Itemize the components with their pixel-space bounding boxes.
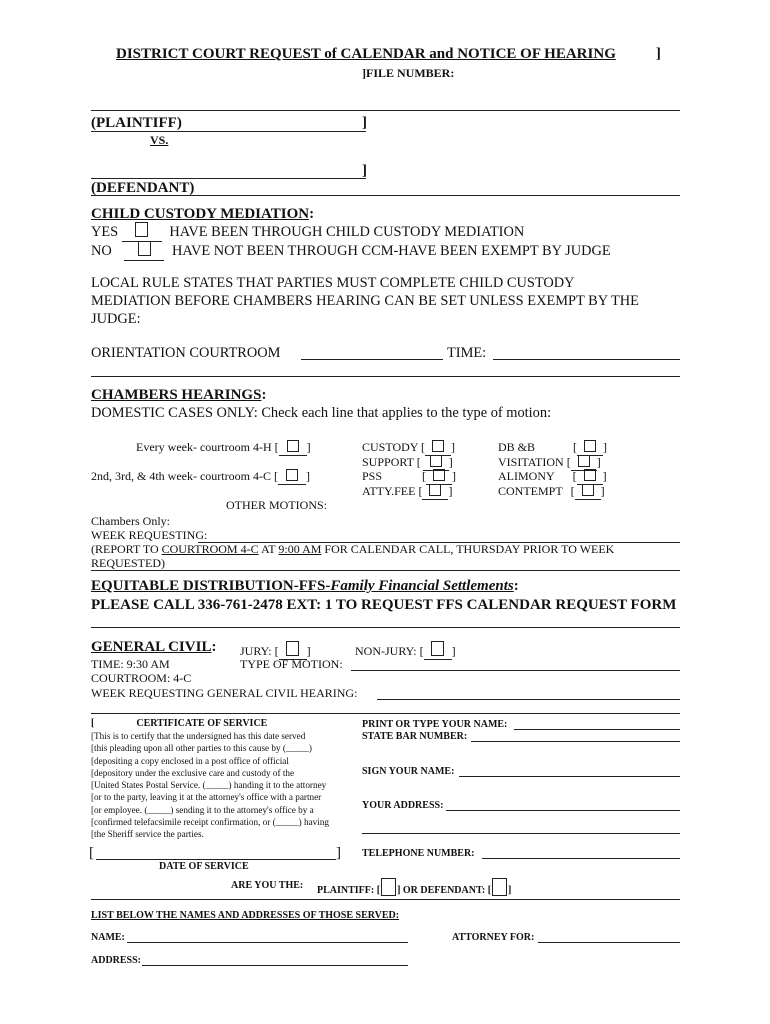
pss-motion-checkbox[interactable]	[433, 469, 445, 481]
time-label: TIME:	[447, 345, 487, 361]
contempt-motion-blank[interactable]	[575, 484, 601, 500]
rule-line-3: JUDGE:	[91, 311, 141, 327]
address-label: YOUR ADDRESS:	[362, 800, 444, 811]
certificate-line: [depositing a copy enclosed in a post office of official	[91, 755, 289, 766]
equitable-heading-text: EQUITABLE DISTRIBUTION-FFS-	[91, 578, 331, 594]
dbb-motion	[498, 440, 607, 456]
bracket: ]	[600, 484, 605, 498]
atty-fee-motion-blank[interactable]	[422, 484, 448, 500]
bracket: ]	[306, 644, 311, 658]
colon: :	[211, 639, 217, 655]
certificate-heading-row	[91, 718, 267, 729]
no-blank[interactable]	[124, 241, 164, 261]
certificate-line: [depository under the exclusive care and custody of the	[91, 767, 295, 778]
bracket: ]	[596, 455, 601, 469]
report-note	[91, 542, 614, 557]
defendant-line[interactable]	[91, 195, 680, 196]
form-title-text: DISTRICT COURT REQUEST of CALENDAR and NOTICE OF HEARING	[116, 46, 616, 62]
defendant-label: (DEFENDANT)	[91, 180, 195, 196]
plaintiff-line[interactable]	[91, 131, 366, 132]
custody-motion-blank[interactable]	[425, 440, 451, 456]
plaintiff-label: (PLAINTIFF)	[91, 115, 182, 131]
yes-checkbox[interactable]	[135, 222, 148, 237]
report-note-post: FOR CALENDAR CALL, THURSDAY PRIOR TO WEEK	[321, 542, 615, 556]
week-234-checkbox[interactable]	[286, 469, 298, 481]
print-name-label: PRINT OR TYPE YOUR NAME:	[362, 719, 508, 730]
support-motion-label: SUPPORT [	[362, 455, 421, 469]
attorney-for-field[interactable]	[538, 942, 680, 943]
served-heading: LIST BELOW THE NAMES AND ADDRESSES OF THOSE SERVED:	[91, 910, 400, 921]
general-civil-heading-text: GENERAL CIVIL	[91, 639, 212, 655]
certificate-line: [This is to certify that the undersigned has this date served	[91, 731, 306, 741]
requested-note: REQUESTED)	[91, 556, 165, 570]
type-of-motion-field[interactable]	[351, 670, 680, 671]
print-name-field[interactable]	[514, 729, 680, 730]
sign-name-label: SIGN YOUR NAME:	[362, 766, 455, 777]
divider	[91, 376, 680, 377]
report-courtroom: COURTROOM 4-C	[161, 542, 259, 556]
custody-heading-text: CHILD CUSTODY MEDIATION	[91, 206, 310, 222]
bracket: ]	[602, 469, 607, 483]
support-motion-checkbox[interactable]	[430, 455, 442, 467]
certificate-body	[91, 730, 329, 841]
are-you-label: ARE YOU THE:	[231, 880, 304, 891]
dbb-motion-blank[interactable]	[577, 440, 603, 456]
alimony-motion-blank[interactable]	[577, 469, 603, 485]
orientation-field[interactable]	[301, 359, 443, 360]
served-address-field[interactable]	[142, 965, 408, 966]
bracket: [	[91, 718, 95, 729]
bracket: ]	[452, 469, 457, 483]
week-234-label: 2nd, 3rd, & 4th week- courtroom 4-C [	[91, 469, 278, 483]
pss-motion-label: PSS	[362, 469, 383, 483]
yes-text: HAVE BEEN THROUGH CHILD CUSTODY MEDIATION	[169, 224, 525, 240]
certificate-line: [or to the party, leaving it at the attorney's office with a partner	[91, 792, 322, 803]
atty-fee-motion-label: ATTY.FEE [	[362, 484, 423, 498]
address-field-2[interactable]	[362, 833, 680, 834]
visitation-motion-label: VISITATION [	[498, 455, 571, 469]
bracket: ]	[362, 115, 367, 131]
alimony-motion-label: ALIMONY	[498, 469, 555, 483]
defendant-option-label: ] OR DEFENDANT: [	[397, 885, 492, 896]
other-motions-label: OTHER MOTIONS:	[226, 498, 327, 512]
certificate-line: [or employee. (_____) sending it to the attorney's office by a	[91, 804, 314, 815]
bracket: ]	[448, 455, 453, 469]
equitable-heading	[91, 578, 519, 595]
civil-courtroom: COURTROOM: 4-C	[91, 671, 192, 685]
custody-motion	[362, 440, 455, 456]
yes-blank[interactable]	[122, 222, 162, 242]
non-jury-option	[355, 641, 456, 660]
custody-motion-checkbox[interactable]	[432, 440, 444, 452]
report-note-pre: (REPORT TO	[91, 542, 162, 556]
custody-heading	[91, 206, 314, 223]
every-week-label: Every week- courtroom 4-H [	[136, 440, 279, 454]
equitable-heading-italic: Family Financial Settlements	[330, 578, 514, 594]
certificate-line: [confirmed telefacsimile receipt confirmation, or (_____) having	[91, 817, 330, 828]
bracket: ]	[306, 440, 311, 454]
alimony-motion-checkbox[interactable]	[584, 469, 596, 481]
contempt-motion-checkbox[interactable]	[582, 484, 594, 496]
certificate-line: [the Sheriff service the parties.	[91, 829, 204, 840]
party-role-row	[317, 878, 511, 896]
dbb-motion-checkbox[interactable]	[584, 440, 596, 452]
report-at: AT	[258, 542, 279, 556]
report-time: 9:00 AM	[278, 542, 322, 556]
non-jury-blank[interactable]	[424, 641, 452, 660]
custody-yes-row	[91, 222, 524, 242]
chambers-heading	[91, 387, 266, 404]
divider	[91, 570, 680, 571]
week-requesting-label: WEEK REQUESTING:	[91, 528, 208, 542]
telephone-label: TELEPHONE NUMBER:	[362, 848, 475, 859]
divider	[91, 713, 680, 714]
week-234-row	[91, 469, 310, 485]
custody-no-row	[91, 241, 611, 261]
pss-motion-blank[interactable]	[426, 469, 452, 485]
type-of-motion-label: TYPE OF MOTION:	[240, 657, 343, 671]
no-label: NO	[91, 243, 112, 259]
contempt-motion-label: CONTEMPT	[498, 484, 563, 498]
yes-label: YES	[91, 224, 119, 240]
plaintiff-option-label: PLAINTIFF: [	[317, 885, 381, 896]
custody-motion-label: CUSTODY [	[362, 440, 426, 454]
no-checkbox[interactable]	[138, 241, 151, 256]
bracket: [	[570, 484, 575, 498]
bracket: ]	[448, 484, 453, 498]
served-address-label: ADDRESS:	[91, 955, 142, 966]
date-of-service-field[interactable]	[96, 859, 336, 860]
non-jury-checkbox[interactable]	[431, 641, 444, 656]
date-of-service-label: DATE OF SERVICE	[159, 861, 249, 872]
rule-line-2: MEDIATION BEFORE CHAMBERS HEARING CAN BE SET UNLESS EXEMPT BY THE	[91, 293, 639, 309]
contempt-motion	[498, 484, 605, 500]
date-open-bracket: [	[89, 845, 94, 861]
bracket: [	[422, 469, 427, 483]
civil-week-label: WEEK REQUESTING GENERAL CIVIL HEARING:	[91, 686, 358, 700]
week-234-blank[interactable]	[278, 469, 306, 485]
file-number-label: ]FILE NUMBER:	[362, 66, 455, 80]
bar-number-field[interactable]	[471, 741, 680, 742]
defendant-checkbox[interactable]	[492, 878, 507, 896]
defendant-top-line[interactable]	[91, 178, 366, 179]
every-week-blank[interactable]	[279, 440, 307, 456]
certificate-line: [this pleading upon all other parties to this cause by (_____)	[91, 743, 312, 754]
attorney-for-label: ATTORNEY FOR:	[452, 932, 535, 943]
atty-fee-motion-checkbox[interactable]	[429, 484, 441, 496]
ffs-call-instruction: PLEASE CALL 336-761-2478 EXT: 1 TO REQUEST FFS CALENDAR REQUEST FORM	[91, 597, 677, 613]
alimony-motion	[498, 469, 607, 485]
plaintiff-checkbox[interactable]	[381, 878, 396, 896]
certificate-line: [United States Postal Service. (_____) handing it to the attorney	[91, 780, 327, 791]
bracket: ]	[451, 440, 456, 454]
date-close-bracket: ]	[336, 845, 341, 861]
form-title	[116, 46, 661, 63]
colon: :	[513, 578, 519, 594]
bracket: ]	[451, 644, 456, 658]
visitation-motion-checkbox[interactable]	[578, 455, 590, 467]
colon: :	[261, 387, 267, 403]
civil-time: TIME: 9:30 AM	[91, 657, 170, 671]
divider	[91, 627, 680, 628]
atty-fee-motion	[362, 484, 452, 500]
no-text: HAVE NOT BEEN THROUGH CCM-HAVE BEEN EXEMPT BY JUDGE	[172, 243, 611, 259]
sign-name-field[interactable]	[459, 776, 680, 777]
telephone-field[interactable]	[482, 858, 680, 859]
vs-label: VS.	[150, 133, 169, 147]
non-jury-label: NON-JURY: [	[355, 644, 424, 658]
bracket: ]	[603, 440, 608, 454]
bracket: ]	[362, 163, 367, 179]
dbb-motion-label: DB &B	[498, 440, 536, 454]
served-name-label: NAME:	[91, 932, 125, 943]
civil-week-field[interactable]	[377, 699, 680, 700]
orientation-label: ORIENTATION COURTROOM	[91, 345, 281, 361]
bar-number-label: STATE BAR NUMBER:	[362, 731, 468, 742]
bracket: ]	[305, 469, 310, 483]
chambers-instruction: DOMESTIC CASES ONLY: Check each line that applies to the type of motion:	[91, 405, 552, 421]
served-name-field[interactable]	[127, 942, 408, 943]
bracket: [	[573, 440, 578, 454]
title-bracket: ]	[655, 46, 661, 62]
address-field[interactable]	[446, 810, 680, 811]
jury-checkbox[interactable]	[286, 641, 299, 656]
divider	[91, 110, 680, 111]
bracket: ]	[508, 885, 512, 896]
pss-motion	[362, 469, 456, 485]
every-week-row	[136, 440, 311, 456]
rule-line-1: LOCAL RULE STATES THAT PARTIES MUST COMPLETE CHILD CUSTODY	[91, 275, 575, 291]
chambers-only-label: Chambers Only:	[91, 514, 170, 528]
every-week-checkbox[interactable]	[287, 440, 299, 452]
certificate-heading: CERTIFICATE OF SERVICE	[136, 718, 268, 729]
time-field[interactable]	[493, 359, 680, 360]
chambers-heading-text: CHAMBERS HEARINGS	[91, 387, 262, 403]
jury-label: JURY: [	[240, 644, 279, 658]
divider	[91, 899, 680, 900]
colon: :	[309, 206, 315, 222]
bracket: [	[572, 469, 577, 483]
general-civil-heading	[91, 639, 216, 656]
